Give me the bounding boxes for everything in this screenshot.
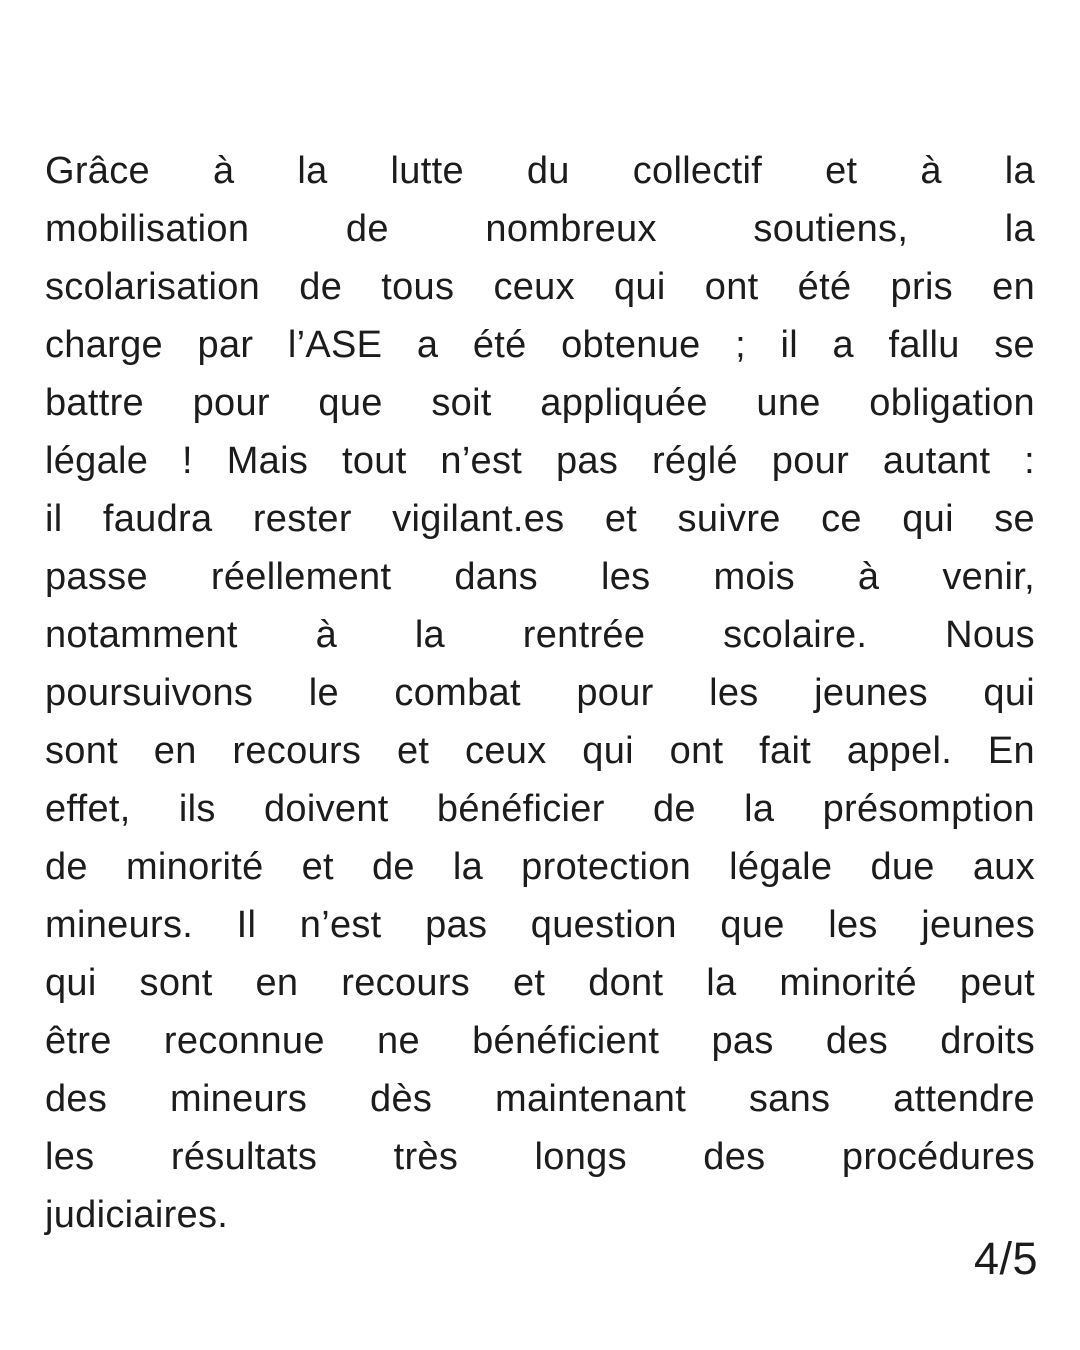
body-text-line: poursuivons le combat pour les jeunes qui (45, 672, 1035, 714)
body-text-line: qui sont en recours et dont la minorité peut (45, 962, 1035, 1004)
body-text (45, 142, 1035, 1244)
body-text-line: il faudra rester vigilant.es et suivre ce qui se (45, 498, 1035, 540)
body-text-line: battre pour que soit appliquée une obligation (45, 382, 1035, 424)
page-indicator: 4/5 (973, 1233, 1038, 1284)
body-text-line: scolarisation de tous ceux qui ont été pris en (45, 266, 1035, 308)
body-text-line: mineurs. Il n’est pas question que les jeunes (45, 904, 1035, 946)
body-text-line: passe réellement dans les mois à venir, (45, 556, 1035, 598)
body-text-line: être reconnue ne bénéficient pas des droits (45, 1020, 1035, 1062)
body-text-line: charge par l’ASE a été obtenue ; il a fallu se (45, 324, 1035, 366)
body-text-line: légale ! Mais tout n’est pas réglé pour autant : (45, 440, 1035, 482)
body-text-line: de minorité et de la protection légale due aux (45, 846, 1035, 888)
body-text-line: mobilisation de nombreux soutiens, la (45, 208, 1035, 250)
body-text-line: effet, ils doivent bénéficier de la présomption (45, 788, 1035, 830)
body-text-line: notamment à la rentrée scolaire. Nous (45, 614, 1035, 656)
body-text-line: Grâce à la lutte du collectif et à la (45, 150, 1035, 192)
body-text-line: judiciaires. (45, 1194, 229, 1236)
body-text-line: les résultats très longs des procédures (45, 1136, 1035, 1178)
body-text-line: sont en recours et ceux qui ont fait appel. En (45, 730, 1035, 772)
body-text-line: des mineurs dès maintenant sans attendre (45, 1078, 1035, 1120)
